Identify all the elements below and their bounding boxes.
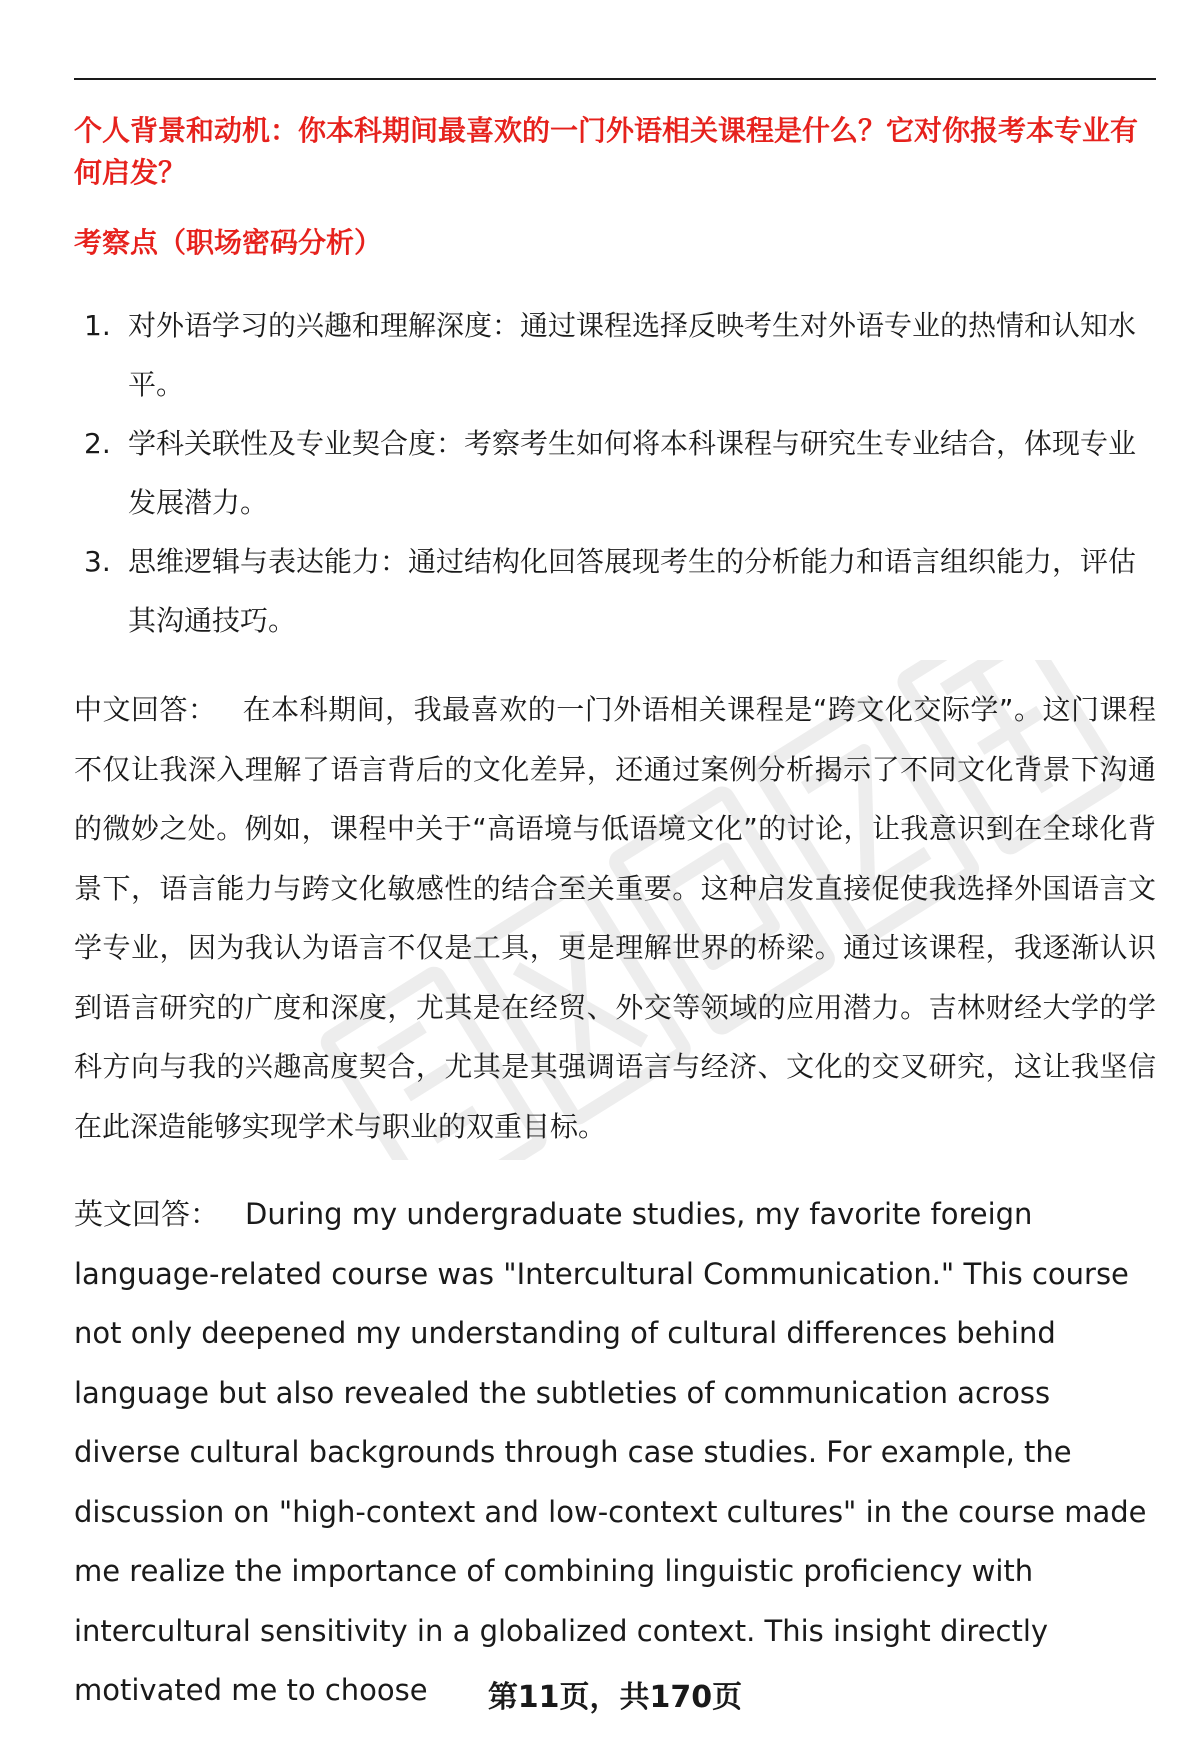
list-item-text: 对外语学习的兴趣和理解深度：通过课程选择反映考生对外语专业的热情和认知水平。 (128, 309, 1137, 401)
list-item-number: 3. (84, 545, 111, 578)
list-item (74, 414, 1156, 532)
english-answer-label: 英文回答： (74, 1197, 220, 1231)
top-rule (74, 78, 1156, 80)
list-item (74, 532, 1156, 650)
question-heading: 个人背景和动机：你本科期间最喜欢的一门外语相关课程是什么？它对你报考本专业有何启发？ (74, 114, 1139, 189)
page-number-footer: 第11页，共170页 (487, 1680, 743, 1715)
chinese-answer-label: 中文回答： (74, 693, 217, 726)
analysis-points-list (74, 296, 1156, 650)
chinese-answer (74, 680, 1156, 1156)
list-item-number: 1. (84, 309, 111, 342)
document-page (74, 0, 1156, 1755)
list-item-text: 学科关联性及专业契合度：考察考生如何将本科课程与研究生专业结合，体现专业发展潜力。 (128, 427, 1137, 519)
list-item-number: 2. (84, 427, 111, 460)
list-item (74, 296, 1156, 414)
list-item-text: 思维逻辑与表达能力：通过结构化回答展现考生的分析能力和语言组织能力，评估其沟通技巧。 (128, 545, 1137, 637)
english-answer (74, 1185, 1156, 1721)
english-answer-text: During my undergraduate studies, my favorite foreign language-related course was "Intercultural Communication." This course not only deepened my understanding of cultural differences behind language but also revealed the subtleties of communication across diverse cultural backgrounds through case studies. For example, the discussion on "high-context and low-context cultures" in the course made me realize the importance of combining linguistic proficiency with intercultural sensitivity in a globalized context. This insight directly motivated me to choose (74, 1197, 1147, 1707)
section-heading: 考察点（职场密码分析） (74, 226, 383, 259)
chinese-answer-text: 在本科期间，我最喜欢的一门外语相关课程是“跨文化交际学”。这门课程不仅让我深入理解了语言背后的文化差异，还通过案例分析揭示了不同文化背景下沟通的微妙之处。例如，课程中关于“高语境与低语境文化”的讨论，让我意识到在全球化背景下，语言能力与跨文化敏感性的结合至关重要。这种启发直接促使我选择外国语言文学专业，因为我认为语言不仅是工具，更是理解世界的桥梁。通过该课程，我逐渐认识到语言研究的广度和深度，尤其是在经贸、外交等领域的应用潜力。吉林财经大学的学科方向与我的兴趣高度契合，尤其是其强调语言与经济、文化的交叉研究，这让我坚信在此深造能够实现学术与职业的双重目标。 (74, 693, 1156, 1143)
